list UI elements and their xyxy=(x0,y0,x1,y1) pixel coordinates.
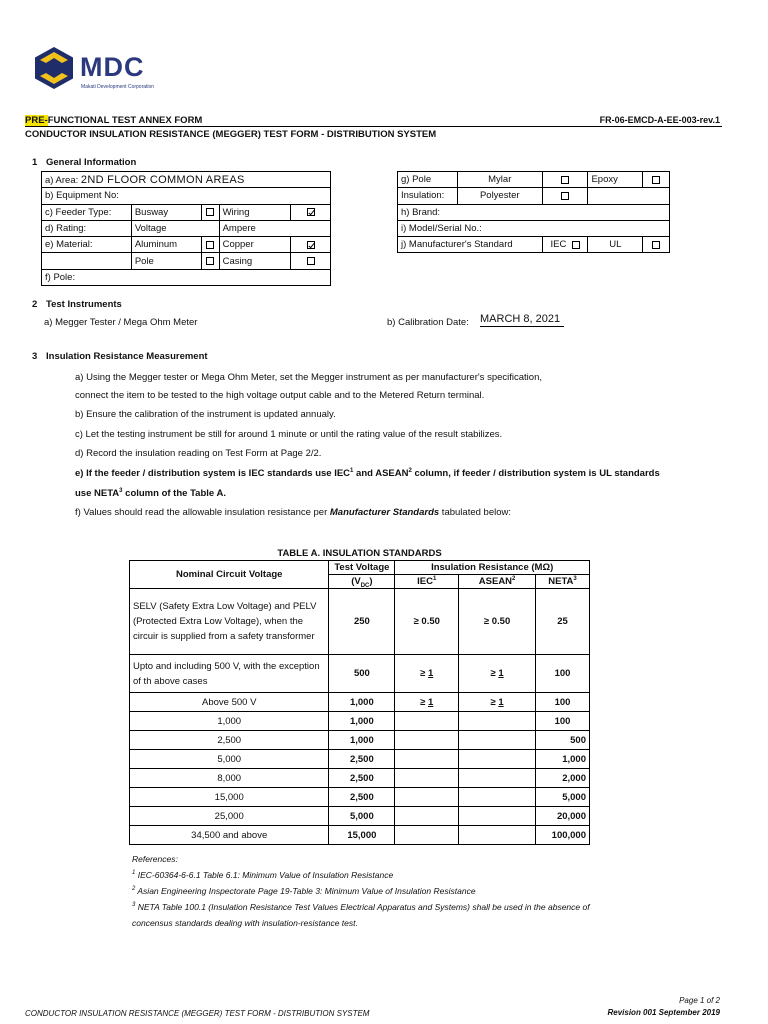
busway-label: Busway xyxy=(131,204,201,220)
page-number: Page 1 of 2 xyxy=(679,996,720,1005)
wiring-label: Wiring xyxy=(219,204,291,220)
col-vdc: $(V_{DC})$ xyxy=(329,575,395,589)
table-row: Above 500 V 1,000 ≥ 1 ≥ 1 100 xyxy=(130,693,590,712)
form-subtitle: CONDUCTOR INSULATION RESISTANCE (MEGGER) TEST FORM - DISTRIBUTION SYSTEM xyxy=(25,129,437,140)
table-row: 2,500 1,000 500 xyxy=(130,731,590,750)
megger-tester-label: a) Megger Tester / Mega Ohm Meter xyxy=(44,317,198,328)
polyester-label: Polyester xyxy=(457,188,542,204)
instruction-e-line1: e) If the feeder / distribution system is IEC standards use IEC$^1$ and ASEAN$^2$ column, if feeder / distribution system is UL standards xyxy=(75,467,660,479)
polyester-checkbox[interactable] xyxy=(561,192,569,200)
col-asean: ASEAN$^2$ xyxy=(459,575,536,589)
pole-f-cell[interactable]: f) Pole: xyxy=(42,269,331,285)
calibration-date-label: b) Calibration Date: xyxy=(387,317,469,328)
references xyxy=(132,851,590,931)
instruction-a-line1: a) Using the Megger tester or Mega Ohm Meter, set the Megger instrument as per manufacturer's specification, xyxy=(75,372,542,383)
general-info-right-table xyxy=(397,171,670,253)
ul-checkbox[interactable] xyxy=(652,241,660,249)
revision-info: Revision 001 September 2019 xyxy=(607,1008,720,1017)
section-2-heading: 2 Test Instruments xyxy=(32,299,122,310)
table-a-title: TABLE A. INSULATION STANDARDS xyxy=(277,548,442,559)
footer-form-name: CONDUCTOR INSULATION RESISTANCE (MEGGER) TEST FORM - DISTRIBUTION SYSTEM xyxy=(25,1009,370,1018)
table-row: 8,000 2,500 2,000 xyxy=(130,769,590,788)
table-row: SELV (Safety Extra Low Voltage) and PELV (Protected Extra Low Voltage), when the circuir is supplied from a safety transformer 250 ≥ 0.50 ≥ 0.50 25 xyxy=(130,589,590,655)
title-rest: FUNCTIONAL TEST ANNEX FORM xyxy=(47,115,203,126)
rating-label: d) Rating: xyxy=(42,220,132,236)
mdc-hexagon-icon xyxy=(32,46,76,90)
instruction-b: b) Ensure the calibration of the instrument is updated annualy. xyxy=(75,409,336,420)
mylar-checkbox[interactable] xyxy=(561,176,569,184)
reference-3-cont: concensus standards dealing with insulation-resistance test. xyxy=(132,918,358,928)
model-serial-cell[interactable]: i) Model/Serial No.: xyxy=(398,220,670,236)
footer-page-info xyxy=(607,995,720,1019)
table-row: 15,000 2,500 5,000 xyxy=(130,788,590,807)
brand-cell[interactable]: h) Brand: xyxy=(398,204,670,220)
table-row: Upto and including 500 V, with the exception of th above cases 500 ≥ 1 ≥ 1 100 xyxy=(130,655,590,693)
iec-checkbox[interactable] xyxy=(572,241,580,249)
g-pole-label: g) Pole xyxy=(398,172,458,188)
reference-1: $^1$ IEC-60364-6-6.1 Table 6.1: Minimum Value of Insulation Resistance xyxy=(132,870,394,880)
col-iec: IEC$^1$ xyxy=(395,575,459,589)
casing-label: Casing xyxy=(219,253,291,269)
instruction-d: d) Record the insulation reading on Test Form at Page 2/2. xyxy=(75,448,322,459)
section-1-heading: 1 General Information xyxy=(32,157,137,168)
epoxy-label: Epoxy xyxy=(588,172,643,188)
insulation-label: Insulation: xyxy=(398,188,458,204)
busway-checkbox[interactable] xyxy=(206,208,214,216)
area-value: 2ND FLOOR COMMON AREAS xyxy=(80,173,245,186)
calibration-date-value[interactable]: MARCH 8, 2021 xyxy=(480,313,564,327)
table-row: 5,000 2,500 1,000 xyxy=(130,750,590,769)
wiring-checkbox[interactable] xyxy=(307,208,315,216)
insulation-standards-table xyxy=(129,560,590,845)
mfr-standard-label: j) Manufacturer's Standard xyxy=(398,237,543,253)
references-title: References: xyxy=(132,854,178,864)
section-3-heading: 3 Insulation Resistance Measurement xyxy=(32,351,208,362)
pole-checkbox[interactable] xyxy=(206,257,214,265)
general-info-left-table xyxy=(41,171,331,286)
iec-option[interactable]: IEC xyxy=(542,237,588,253)
material-label: e) Material: xyxy=(42,237,132,253)
aluminum-label: Aluminum xyxy=(131,237,201,253)
form-title xyxy=(25,115,202,126)
epoxy-checkbox[interactable] xyxy=(652,176,660,184)
col-nominal-voltage: Nominal Circuit Voltage xyxy=(130,561,329,589)
logo-name: MDC xyxy=(80,52,145,82)
reference-2: $^2$ Asian Engineering Inspectorate Page 19-Table 3: Minimum Value of Insulation Resistance xyxy=(132,886,476,896)
table-row: 1,000 1,000 100 xyxy=(130,712,590,731)
copper-checkbox[interactable] xyxy=(307,241,315,249)
col-test-voltage: Test Voltage xyxy=(329,561,395,575)
mylar-label: Mylar xyxy=(457,172,542,188)
pole-label: Pole xyxy=(131,253,201,269)
logo-subtitle: Makati Development Corporation xyxy=(81,84,155,90)
instruction-c: c) Let the testing instrument be still for around 1 minute or until the rating value of the result stabilizes. xyxy=(75,429,503,440)
col-neta: NETA$^3$ xyxy=(536,575,590,589)
feeder-type-label: c) Feeder Type: xyxy=(42,204,132,220)
voltage-cell[interactable]: Voltage xyxy=(131,220,219,236)
instruction-e-line2: use NETA$^3$ column of the Table A. xyxy=(75,487,226,499)
instruction-a-line2: connect the item to be tested to the high voltage output cable and to the Metered Return terminal. xyxy=(75,390,485,401)
copper-label: Copper xyxy=(219,237,291,253)
reference-3: $^3$ NETA Table 100.1 (Insulation Resistance Test Values Electrical Apparatus and Systems) shall be used in the absence of xyxy=(132,902,590,912)
ampere-cell[interactable]: Ampere xyxy=(219,220,330,236)
title-highlight: PRE- xyxy=(25,115,48,126)
table-row: 25,000 5,000 20,000 xyxy=(130,807,590,826)
company-logo xyxy=(30,44,170,92)
instruction-f: f) Values should read the allowable insulation resistance per Manufacturer Standards tabulated below: xyxy=(75,507,512,518)
col-insulation-resistance: Insulation Resistance (MΩ) xyxy=(395,561,590,575)
equipment-no-cell[interactable]: b) Equipment No: xyxy=(42,188,331,204)
ul-label: UL xyxy=(588,237,643,253)
casing-checkbox[interactable] xyxy=(307,257,315,265)
area-cell[interactable]: a) Area: 2ND FLOOR COMMON AREAS xyxy=(42,172,331,188)
aluminum-checkbox[interactable] xyxy=(206,241,214,249)
form-code: FR-06-EMCD-A-EE-003-rev.1 xyxy=(599,115,720,125)
header-rule xyxy=(25,126,722,127)
table-row: 34,500 and above 15,000 100,000 xyxy=(130,826,590,845)
